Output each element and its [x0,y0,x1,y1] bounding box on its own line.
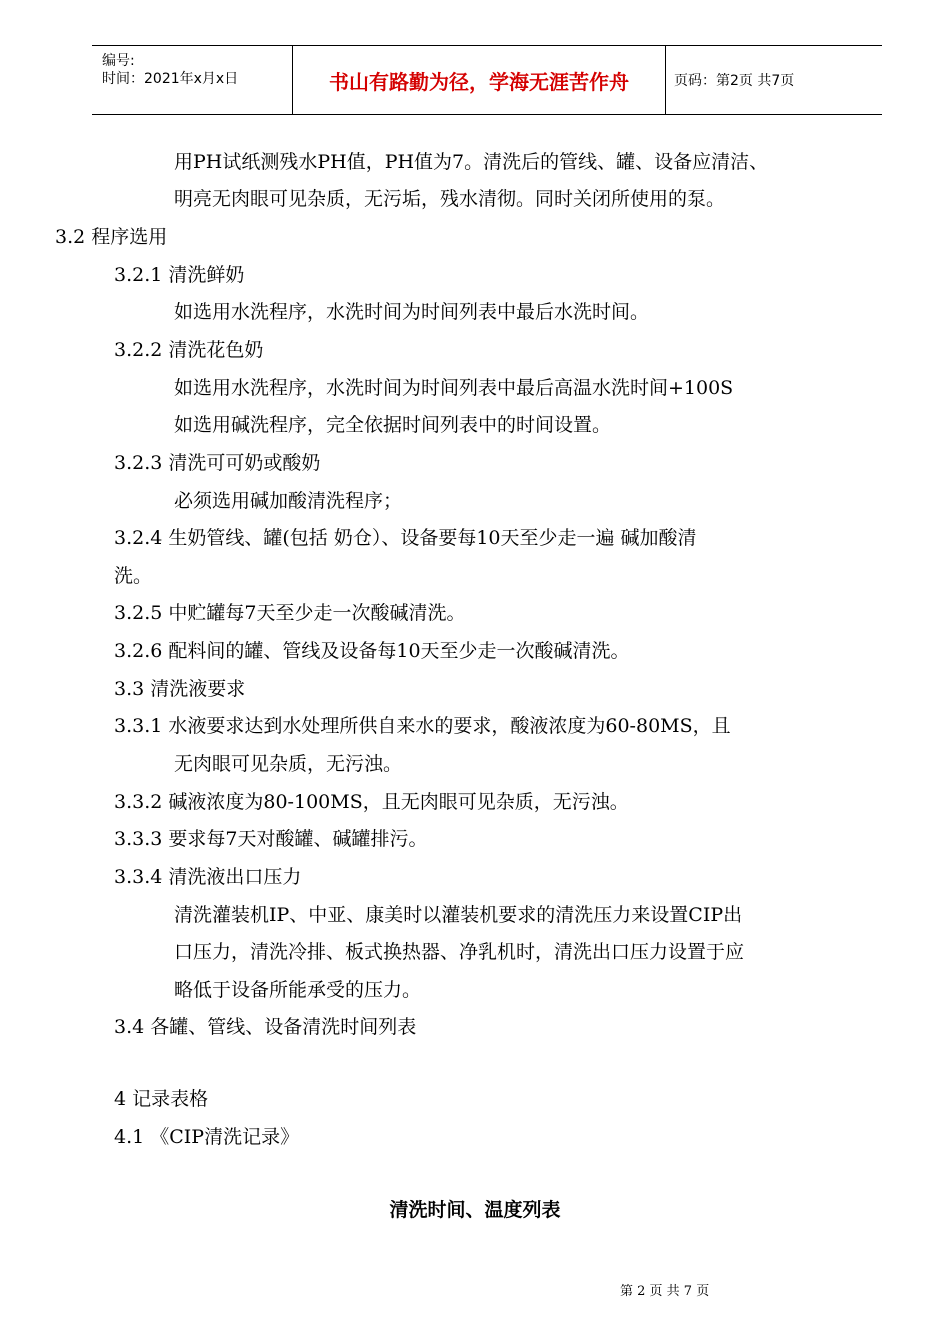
subsection-heading: 3.2.1 清洗鲜奶 [114,264,245,286]
subsection-heading: 4.1 《CIP清洗记录》 [114,1126,300,1148]
subsection-heading: 3.3.4 清洗液出口压力 [114,866,302,888]
page-footer: 第 2 页 共 7 页 [620,1284,710,1299]
body-line: 如选用碱洗程序，完全依据时间列表中的时间设置。 [174,414,612,436]
document-time-label: 时间：2021年x月x日 [102,71,239,87]
table-title: 清洗时间、温度列表 [389,1199,561,1221]
subsection-heading: 3.3.1 水液要求达到水处理所供自来水的要求，酸液浓度为60-80MS，且 [114,715,731,737]
section-heading: 3.2 程序选用 [55,226,168,248]
section-heading: 3.4 各罐、管线、设备清洗时间列表 [114,1016,417,1038]
header-page-cell [664,46,882,114]
section-heading: 4 记录表格 [114,1088,209,1110]
body-line: 清洗灌装机IP、中亚、康美时以灌装机要求的清洗压力来设置CIP出 [174,904,743,926]
header-page-number: 页码：第2页 共7页 [674,73,795,89]
header-motto-cell [292,46,666,114]
body-line: 如选用水洗程序，水洗时间为时间列表中最后水洗时间。 [174,301,650,323]
body-line: 口压力，清洗冷排、板式换热器、净乳机时，清洗出口压力设置于应 [174,941,745,963]
subsection-heading: 3.2.6 配料间的罐、管线及设备每10天至少走一次酸碱清洗。 [114,640,630,662]
header-motto: 书山有路勤为径，学海无涯苦作舟 [329,69,629,94]
body-line: 无肉眼可见杂质，无污浊。 [174,753,403,775]
body-line: 洗。 [114,565,153,587]
subsection-heading: 3.3.3 要求每7天对酸罐、碱罐排污。 [114,828,428,850]
body-line: 如选用水洗程序，水洗时间为时间列表中最后高温水洗时间+100S [174,377,734,399]
body-line: 略低于设备所能承受的压力。 [174,979,422,1001]
header-meta [92,46,292,114]
body-line: 明亮无肉眼可见杂质，无污垢，残水清彻。同时关闭所使用的泵。 [174,188,726,210]
page-header [92,45,882,115]
body-line: 必须选用碱加酸清洗程序； [174,490,403,512]
body-line: 用PH试纸测残水PH值，PH值为7。清洗后的管线、罐、设备应清洁、 [174,151,769,173]
document-number-label: 编号: [102,53,135,69]
subsection-heading: 3.2.2 清洗花色奶 [114,339,264,361]
subsection-heading: 3.2.3 清洗可可奶或酸奶 [114,452,321,474]
subsection-heading: 3.2.5 中贮罐每7天至少走一次酸碱清洗。 [114,602,466,624]
section-heading: 3.3 清洗液要求 [114,678,246,700]
subsection-heading: 3.2.4 生奶管线、罐(包括 奶仓）、设备要每10天至少走一遍 碱加酸清 [114,527,697,549]
subsection-heading: 3.3.2 碱液浓度为80-100MS，且无肉眼可见杂质，无污浊。 [114,791,629,813]
